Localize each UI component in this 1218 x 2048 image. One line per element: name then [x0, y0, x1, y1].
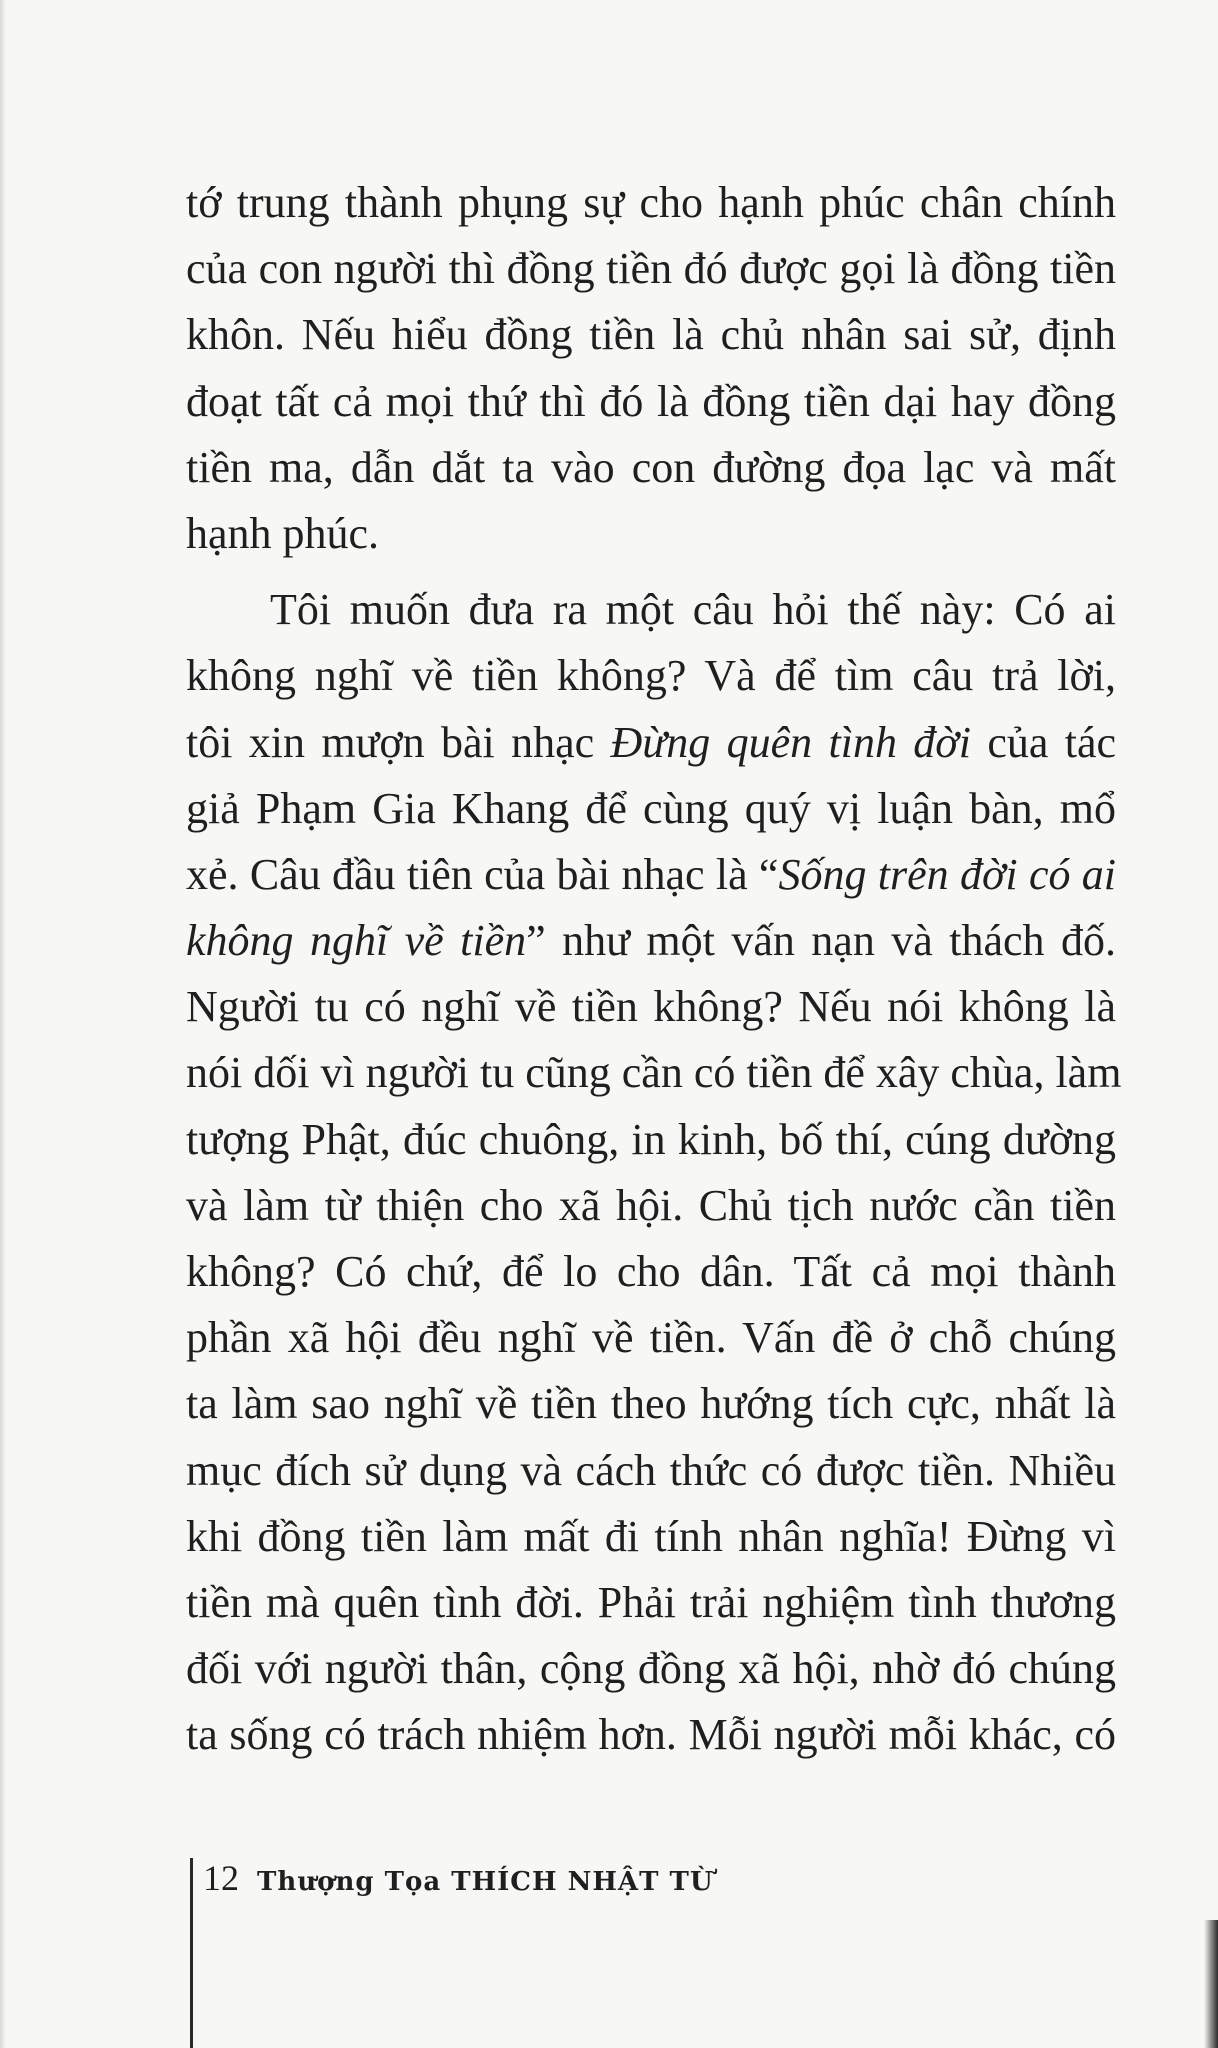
text-line: tiền mà quên tình đời. Phải trải nghiệm tình thương: [186, 1577, 1116, 1627]
text-line: giả Phạm Gia Khang để cùng quý vị luận bàn, mổ: [186, 783, 1116, 833]
text-line: và làm từ thiện cho xã hội. Chủ tịch nước cần tiền: [186, 1180, 1116, 1230]
text-line: khôn. Nếu hiểu đồng tiền là chủ nhân sai sử, định: [186, 310, 1116, 360]
text-line: nói dối vì người tu cũng cần có tiền để xây chùa, làm: [186, 1048, 1122, 1098]
text-line: khi đồng tiền làm mất đi tính nhân nghĩa! Đừng vì: [186, 1511, 1116, 1561]
song-quote: Sống trên đời có ai: [778, 849, 1116, 899]
song-title: Đừng quên tình đời: [610, 717, 971, 767]
page-corner-shadow: [1204, 1920, 1218, 2048]
text-line: đối với người thân, cộng đồng xã hội, nhờ đó chúng: [186, 1644, 1116, 1694]
text-line: không nghĩ về tiền không? Và để tìm câu trả lời,: [186, 651, 1116, 701]
text-fragment: tôi xin mượn bài nhạc: [186, 717, 611, 767]
text-line: Người tu có nghĩ về tiền không? Nếu nói không là: [186, 982, 1116, 1032]
text-fragment: ” như một vấn nạn và thách đố.: [526, 916, 1117, 966]
page-edge-shadow: [0, 0, 6, 2048]
text-fragment: của tác: [970, 717, 1116, 767]
paragraph-2: [186, 577, 1122, 1768]
page-number: 12: [203, 1858, 239, 1898]
text-line: [186, 908, 1116, 974]
text-line: tớ trung thành phụng sự cho hạnh phúc chân chính: [186, 178, 1116, 227]
text-line: Tôi muốn đưa ra một câu hỏi thế này: Có ai: [270, 585, 1116, 635]
text-line: [186, 842, 1116, 908]
text-line: [186, 710, 1116, 776]
text-line: hạnh phúc.: [186, 508, 380, 558]
text-line: của con người thì đồng tiền đó được gọi là đồng tiền: [186, 244, 1116, 294]
paragraph-1: [186, 170, 1116, 567]
text-line: không? Có chứ, để lo cho dân. Tất cả mọi thành: [186, 1247, 1116, 1296]
text-line: ta sống có trách nhiệm hơn. Mỗi người mỗi khác, có: [186, 1710, 1116, 1760]
running-head: Thượng Tọa THÍCH NHẬT TỪ: [257, 1867, 714, 1897]
body-text: [186, 170, 1122, 1769]
footer-text: [203, 1858, 714, 1902]
text-fragment: xẻ. Câu đầu tiên của bài nhạc là “: [186, 849, 779, 899]
song-quote: không nghĩ về tiền: [186, 916, 527, 966]
text-line: mục đích sử dụng và cách thức có được tiền. Nhiều: [186, 1445, 1116, 1495]
text-line: đoạt tất cả mọi thứ thì đó là đồng tiền dại hay đồng: [186, 376, 1116, 426]
text-line: tượng Phật, đúc chuông, in kinh, bố thí, cúng dường: [186, 1114, 1116, 1164]
text-line: phần xã hội đều nghĩ về tiền. Vấn đề ở chỗ chúng: [186, 1313, 1116, 1363]
text-line: tiền ma, dẫn dắt ta vào con đường đọa lạc và mất: [186, 442, 1116, 492]
page-footer: [190, 1858, 714, 2048]
text-line: ta làm sao nghĩ về tiền theo hướng tích cực, nhất là: [186, 1379, 1116, 1429]
